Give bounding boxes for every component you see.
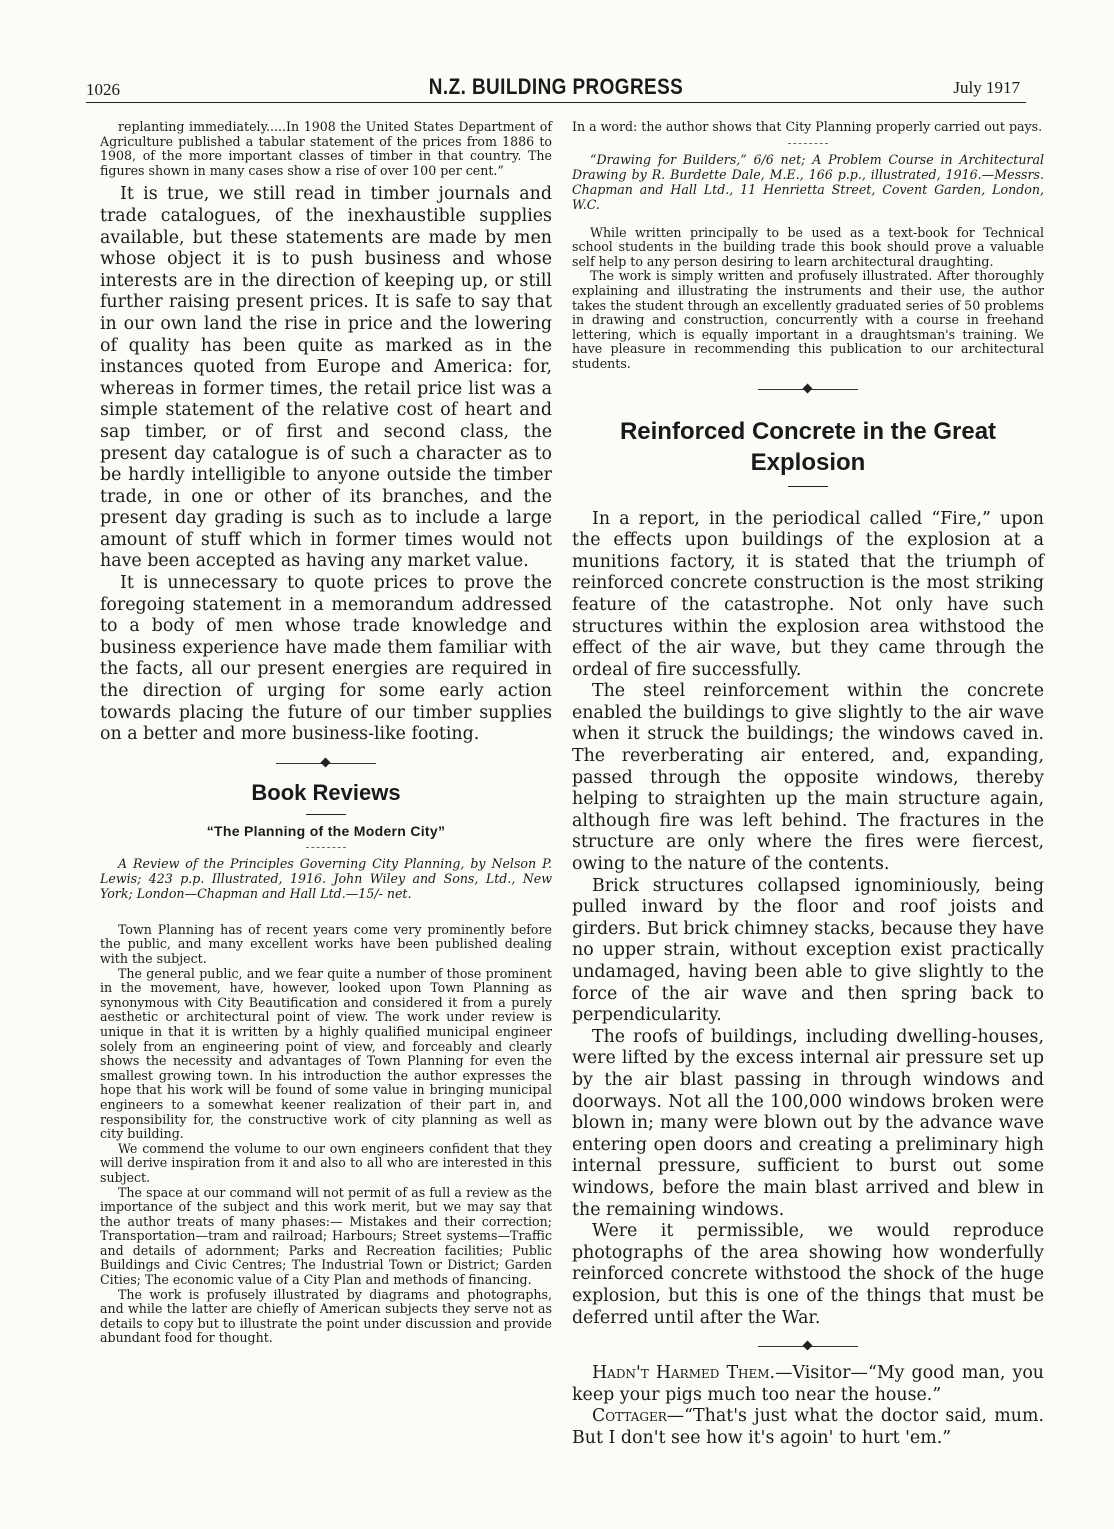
section-ornament [758, 1339, 858, 1353]
heading-rule [306, 814, 346, 815]
review-citation: A Review of the Principles Governing City Planning, by Nelson P. Lewis; 423 p.p. Illustrated, 1916. John Wiley and Sons, Ltd., New York; London—Chapman and Hall Ltd.—15/- net. [100, 855, 552, 901]
review-conclusion: In a word: the author shows that City Planning properly carried out pays. [572, 119, 1043, 134]
left-column [100, 120, 552, 1346]
joke-text-1: —Visitor—“My good man, you keep your pigs much too near the house.” [572, 1363, 1045, 1405]
issue-date: July 1917 [953, 78, 1020, 97]
joke-label: Hadn't Harmed Them. [592, 1363, 776, 1384]
review-paragraph: The general public, and we fear quite a number of those prominent in the movement, have, however, looked upon Town Planning as synonymous with City Beautification and considered it from a purely aesthetic or architectural point of view. The work under review is unique in that it is written by a highly qualified municipal engineer solely from an engineering point of view, and forceably and clearly shows the necessity and advantages of Town Planning for even the smallest growing town. In his introduction the author expresses the hope that his work will be found of some value in bringing municipal engineers to a somewhat keener realization of their part in, and responsibility for, the constructive work of city planning as well as city building. [100, 965, 552, 1142]
review-paragraph: We commend the volume to our own engineers confident that they will derive inspiration from it and also to all who are interested in this subject. [100, 1140, 552, 1185]
section-ornament [276, 756, 376, 770]
right-column [572, 120, 1044, 1449]
concrete-paragraph: Brick structures collapsed ignominiously, being pulled inward by the floor and roof joists and girders. But brick chimney stacks, because they have no upper strain, without exception exist practically undamaged, having been able to give slightly to the force of the air wave and then spring back to perpendicularity. [572, 875, 1044, 1026]
timber-paragraph-1: It is true, we still read in timber journals and trade catalogues, of the inexhaustible supplies available, but these statements are made by men whose object it is to push business and whose interests are in the direction of keeping up, or still further raising present prices. It is safe to say that in our own land the rise in price and the lowering of quality has been quite as marked as in the instances quoted from Europe and America: for, whereas in former times, the retail price list was a simple statement of the relative cost of heart and sap timber, or of first and second class, the present day catalogue is of such a character as to be hardly intelligible to anyone outside the timber trade, in one or other of its branches, and the present day grading is such as to include a large amount of stuff which in former times would not have been accepted as having any market value. [100, 184, 552, 572]
concrete-paragraph: Were it permissible, we would reproduce photographs of the area showing how wonderfully reinforced concrete withstood the shock of the huge explosion, but this is one of the things that must be deferred until after the War. [572, 1221, 1044, 1328]
timber-quote: replanting immediately.....In 1908 the United States Department of Agriculture published a tabular statement of the prices from 1886 to 1908, of the more important classes of timber in that country. The figures shown in many cases show a rise of over 100 per cent.” [100, 119, 552, 178]
joke-text-2: —“That's just what the doctor said, mum. But I don't see how it's agoin' to hurt 'em.” [572, 1406, 1044, 1448]
review2-paragraph: While written principally to be used as a text-book for Technical school students in the building trade this book should prove a valuable self help to any person desiring to learn architectural draughting. [572, 224, 1044, 269]
review-paragraph: The space at our command will not permit of as full a review as the importance of the subject and this work merit, but we may say that the author treats of many phases:— Mistakes and their correction; Transportation—tram and railroad; Harbours; Street systems—Traffic and details of adornment; Parks and Recreation facilities; Public Buildings and Civic Centres; The Industrial Town or District; Garden Cities; The economic value of a City Plan and methods of financing. [100, 1184, 552, 1288]
section-ornament [758, 382, 858, 396]
concrete-paragraph: In a report, in the periodical called “Fire,” upon the effects upon buildings of the explosion at a munitions factory, it is stated that the triumph of reinforced concrete construction is the most striking feature of the catastrophe. Not only have such structures within the explosion area withstood the effect of the air wave, but they came through the ordeal of fire successfully. [572, 508, 1044, 680]
timber-paragraph-2: It is unnecessary to quote prices to prove the foregoing statement in a memorandum addressed to a body of men whose trade knowledge and business experience have made them familiar with the facts, all our present energies are required in the direction of urging for some early action towards placing the future of our timber supplies on a better and more business-like footing. [100, 573, 552, 745]
review-paragraph: The work is profusely illustrated by diagrams and photographs, and while the latter are chiefly of American subjects they serve not as details to copy but to illustrate the point under discussion and provide abundant food for thought. [100, 1286, 552, 1346]
review2-citation: “Drawing for Builders,” 6/6 net; A Problem Course in Architectural Drawing by R. Burdette Dale, M.E., 166 p.p., illustrated, 1916.—Messrs. Chapman and Hall Ltd., 11 Henrietta Street, Covent Garden, London, W.C. [572, 151, 1044, 212]
joke-label-2: Cottager [592, 1406, 667, 1427]
concrete-paragraph: The roofs of buildings, including dwelling-houses, were lifted by the excess internal air pressure set up by the air blast passing in through windows and doorways. Not all the 100,000 windows broken were blown in; many were blown out by the advance wave entering open doors and creating a preliminary high internal pressure, sufficient to burst out some windows, before the main blast arrived and blew in the remaining windows. [572, 1026, 1044, 1220]
header-rule [86, 102, 1026, 103]
concrete-heading [572, 416, 1044, 478]
page-header [86, 74, 1026, 104]
joke-paragraph-1 [572, 1363, 1044, 1406]
review2-paragraph: The work is simply written and profusely illustrated. After thoroughly explaining and illustrating the instruments and their use, the author takes the student through an excellently graduated series of 50 problems in drawing and construction, concurrently with a course in freehand lettering, which is equally important in a draughtsman's training. We have pleasure in recommending this publication to our architectural students. [572, 268, 1044, 371]
concrete-heading-line2: Explosion [750, 448, 866, 476]
joke-paragraph-2 [572, 1406, 1044, 1449]
concrete-heading-line1: Reinforced Concrete in the Great [619, 417, 997, 445]
book-reviews-heading: Book Reviews [251, 779, 401, 805]
journal-title: N.Z. BUILDING PROGRESS [428, 74, 684, 99]
subheading-rule [306, 847, 346, 848]
page-number: 1026 [86, 80, 120, 99]
heading-rule [788, 486, 828, 487]
concrete-paragraph: The steel reinforcement within the concrete enabled the buildings to give slightly to the air wave when it struck the buildings; the windows caved in. The reverberating air entered, and, expanding, passed through the opposite windows, thereby helping to straighten up the main structure again, although fire was left behind. The fractures in the structure are only where the fires were fiercest, owing to the nature of the contents. [572, 681, 1044, 875]
review-subheading: “The Planning of the Modern City” [206, 822, 446, 839]
review-paragraph: Town Planning has of recent years come very prominently before the public, and many excellent works have been published dealing with the subject. [100, 921, 552, 966]
review-divider [788, 143, 828, 144]
